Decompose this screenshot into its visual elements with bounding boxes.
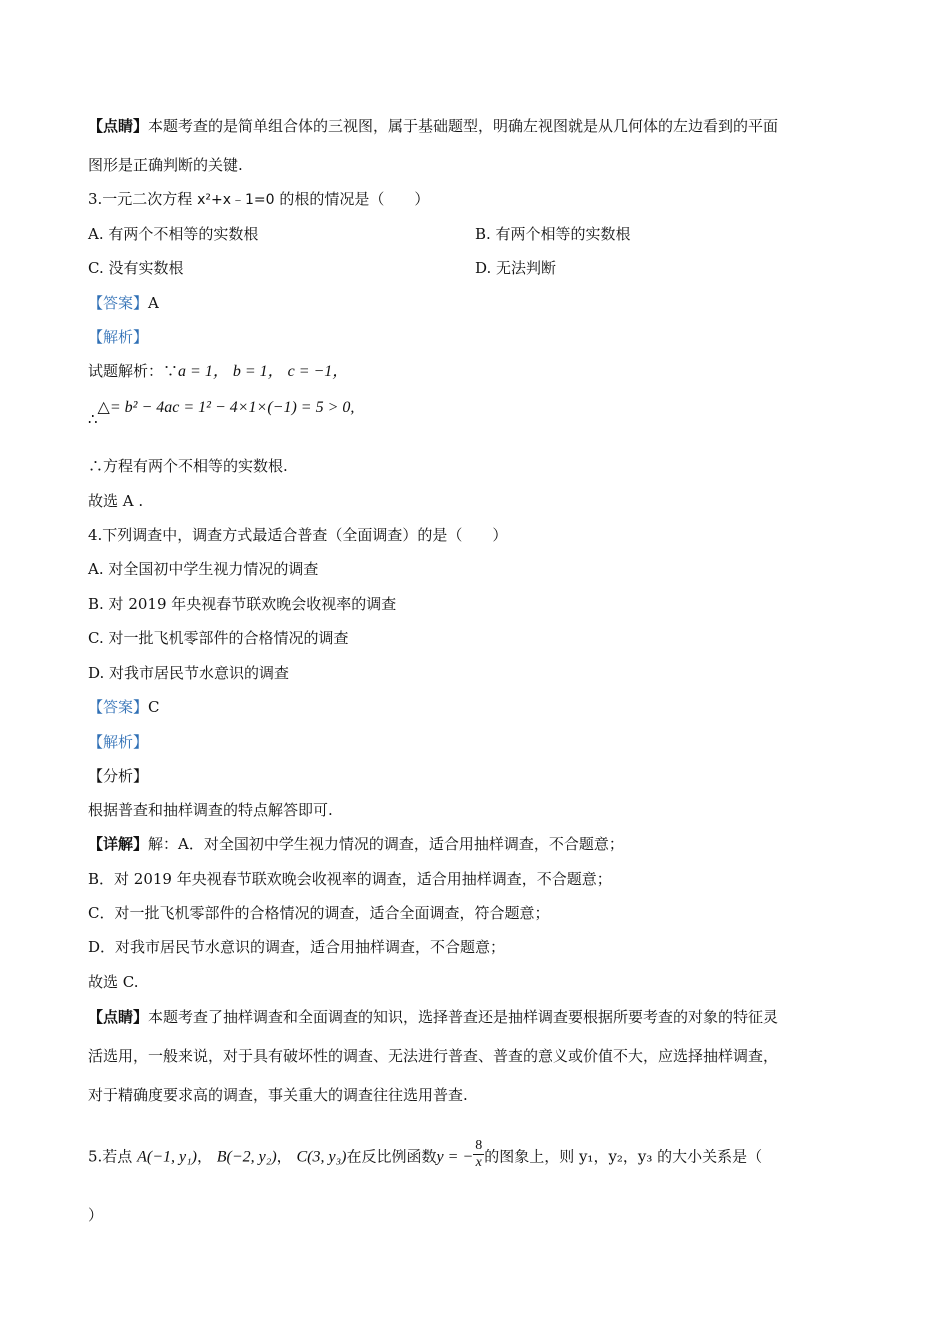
q4-option-b: B. 对 2019 年央视春节联欢晚会收视率的调查 — [88, 595, 397, 613]
q4-stem: 4.下列调查中，调查方式最适合普查（全面调查）的是（ ） — [88, 526, 508, 544]
q4-dianjing-1: 【点睛】本题考查了抽样调查和全面调查的知识，选择普查还是抽样调查要根据所要考查的对象的特征灵 — [88, 1008, 779, 1026]
q5-stem: 5.若点 A(−1, y₁)， B(−2, y₂)， C(3, y₃)在反比例函数y = − $\frac{8}{x}$ 的图象上，则 y₁，y₂，y₃ 的大小关系是（ — [88, 1138, 763, 1170]
dianjing-tag: 【点睛】 — [88, 117, 149, 135]
dianjing-line-2: 图形是正确判断的关键. — [88, 156, 243, 174]
q3-choose: 故选 A . — [88, 492, 144, 510]
point-c: C(3, y₃) — [296, 1148, 347, 1166]
fraction-8-over-x: $\frac{8}{x}$ — [475, 1138, 483, 1170]
q3-solution-line: 试题解析：∵a = 1， b = 1， c = −1， — [88, 362, 349, 380]
q4-answer: 【答案】C — [88, 698, 160, 716]
q3-option-c: C. 没有实数根 — [88, 259, 184, 277]
therefore-symbol: ∴ — [88, 410, 98, 428]
q4-fenxi-tag: 【分析】 — [88, 767, 149, 785]
q4-option-d: D. 对我市居民节水意识的调查 — [88, 664, 290, 682]
q4-dianjing-3: 对于精确度要求高的调查，事关重大的调查往往选用普查. — [88, 1086, 468, 1104]
q4-xiangjie-d: D．对我市居民节水意识的调查，适合用抽样调查，不合题意； — [88, 938, 506, 956]
q3-option-b: B. 有两个相等的实数根 — [475, 225, 631, 243]
dianjing-tag: 【点睛】 — [88, 1008, 149, 1026]
function-lhs: y = − — [436, 1148, 474, 1166]
q3-option-a: A. 有两个不相等的实数根 — [88, 225, 259, 243]
q3-discriminant — [88, 396, 355, 428]
q3-delta-formula: △= b² − 4ac = 1² − 4×1×(−1) = 5 > 0, — [97, 399, 355, 416]
point-a: A(−1, y₁) — [137, 1148, 197, 1166]
q3-option-d: D. 无法判断 — [475, 259, 557, 277]
answer-tag: 【答案】 — [88, 698, 149, 716]
point-b: B(−2, y₂) — [216, 1148, 277, 1166]
q3-equation: x²+x﹣1=0 — [197, 192, 275, 208]
q4-xiangjie-a: 【详解】解：A．对全国初中学生视力情况的调查，适合用抽样调查，不合题意； — [88, 835, 624, 853]
q3-answer: 【答案】A — [88, 294, 159, 312]
q3-stem: 3.一元二次方程 x²+x﹣1=0 的根的情况是（ ） — [88, 190, 430, 208]
q4-option-a: A. 对全国初中学生视力情况的调查 — [88, 560, 319, 578]
q4-choose: 故选 C. — [88, 973, 139, 991]
q3-analysis-tag: 【解析】 — [88, 328, 149, 346]
answer-tag: 【答案】 — [88, 294, 149, 312]
xiangjie-tag: 【详解】 — [88, 835, 149, 853]
q4-xiangjie-b: B．对 2019 年央视春节联欢晚会收视率的调查，适合用抽样调查，不合题意； — [88, 870, 612, 888]
q4-analysis-tag: 【解析】 — [88, 733, 149, 751]
q4-option-c: C. 对一批飞机零部件的合格情况的调查 — [88, 629, 349, 647]
q4-dianjing-2: 活选用，一般来说，对于具有破坏性的调查、无法进行普查、普查的意义或价值不大，应选择抽样调查， — [88, 1047, 779, 1065]
q3-abc-values: a = 1， b = 1， c = −1， — [178, 363, 349, 380]
dianjing-line-1: 【点睛】本题考查的是简单组合体的三视图，属于基础题型，明确左视图就是从几何体的左边看到的平面 — [88, 117, 779, 135]
q5-close-paren: ） — [88, 1206, 104, 1224]
q3-conclusion: ∴方程有两个不相等的实数根. — [88, 457, 288, 475]
q4-xiangjie-c: C．对一批飞机零部件的合格情况的调查，适合全面调查，符合题意； — [88, 904, 550, 922]
q4-fenxi: 根据普查和抽样调查的特点解答即可. — [88, 801, 333, 819]
